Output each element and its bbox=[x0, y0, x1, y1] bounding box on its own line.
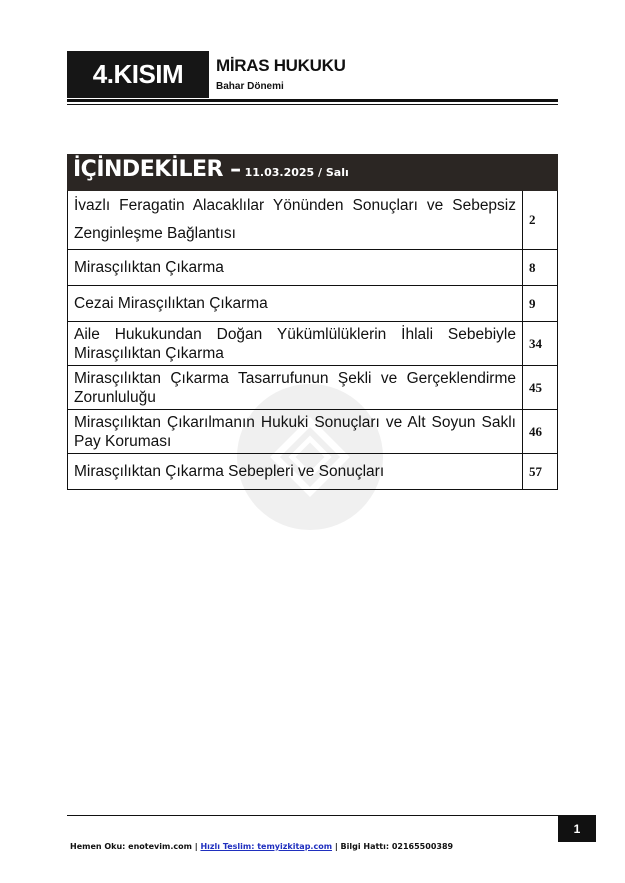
footer-rule bbox=[67, 815, 558, 816]
toc-row[interactable] bbox=[68, 366, 558, 410]
toc-row[interactable] bbox=[68, 191, 558, 250]
toc-entry-page: 57 bbox=[523, 454, 558, 490]
toc-row[interactable] bbox=[68, 286, 558, 322]
footer-read-text: Hemen Oku: enotevim.com bbox=[70, 842, 192, 851]
page-number: 1 bbox=[558, 815, 596, 842]
toc-entry-title[interactable]: Cezai Mirasçılıktan Çıkarma bbox=[68, 286, 523, 322]
table-of-contents bbox=[67, 154, 558, 490]
header-rule bbox=[67, 99, 558, 102]
toc-entry-title[interactable]: İvazlı Feragatin Alacaklılar Yönünden Sonuçları ve Sebepsiz Zenginleşme Bağlantısı bbox=[68, 191, 523, 250]
footer-delivery-link[interactable]: Hızlı Teslim: temyizkitap.com bbox=[200, 842, 333, 851]
toc-header bbox=[67, 154, 558, 191]
toc-row[interactable] bbox=[68, 322, 558, 366]
toc-entry-page: 2 bbox=[523, 191, 558, 250]
page-title: MİRAS HUKUKU bbox=[216, 56, 346, 75]
toc-row[interactable] bbox=[68, 454, 558, 490]
footer-separator: | bbox=[194, 842, 198, 851]
toc-entry-title[interactable]: Aile Hukukundan Doğan Yükümlülüklerin İhlali Sebebiyle Mirasçılıktan Çıkarma bbox=[68, 322, 523, 366]
toc-entry-page: 46 bbox=[523, 410, 558, 454]
toc-entry-page: 34 bbox=[523, 322, 558, 366]
toc-date: 11.03.2025 / Salı bbox=[244, 166, 349, 179]
toc-entry-title[interactable]: Mirasçılıktan Çıkarma bbox=[68, 250, 523, 286]
toc-entry-title[interactable]: Mirasçılıktan Çıkarılmanın Hukuki Sonuçları ve Alt Soyun Saklı Pay Koruması bbox=[68, 410, 523, 454]
toc-entry-title[interactable]: Mirasçılıktan Çıkarma Sebepleri ve Sonuçları bbox=[68, 454, 523, 490]
toc-entry-page: 9 bbox=[523, 286, 558, 322]
toc-heading: İÇİNDEKİLER – bbox=[73, 157, 241, 182]
toc-entry-title[interactable]: Mirasçılıktan Çıkarma Tasarrufunun Şekli ve Gerçeklendirme Zorunluluğu bbox=[68, 366, 523, 410]
page-subtitle: Bahar Dönemi bbox=[216, 81, 284, 92]
footer-hotline-text: Bilgi Hattı: 02165500389 bbox=[340, 842, 454, 851]
section-badge: 4.KISIM bbox=[67, 51, 209, 98]
toc-row[interactable] bbox=[68, 410, 558, 454]
toc-entry-page: 8 bbox=[523, 250, 558, 286]
toc-row[interactable] bbox=[68, 250, 558, 286]
header-rule-thin bbox=[67, 104, 558, 105]
footer-line bbox=[70, 842, 453, 851]
toc-entry-page: 45 bbox=[523, 366, 558, 410]
toc-table bbox=[67, 191, 558, 490]
footer-separator: | bbox=[334, 842, 338, 851]
